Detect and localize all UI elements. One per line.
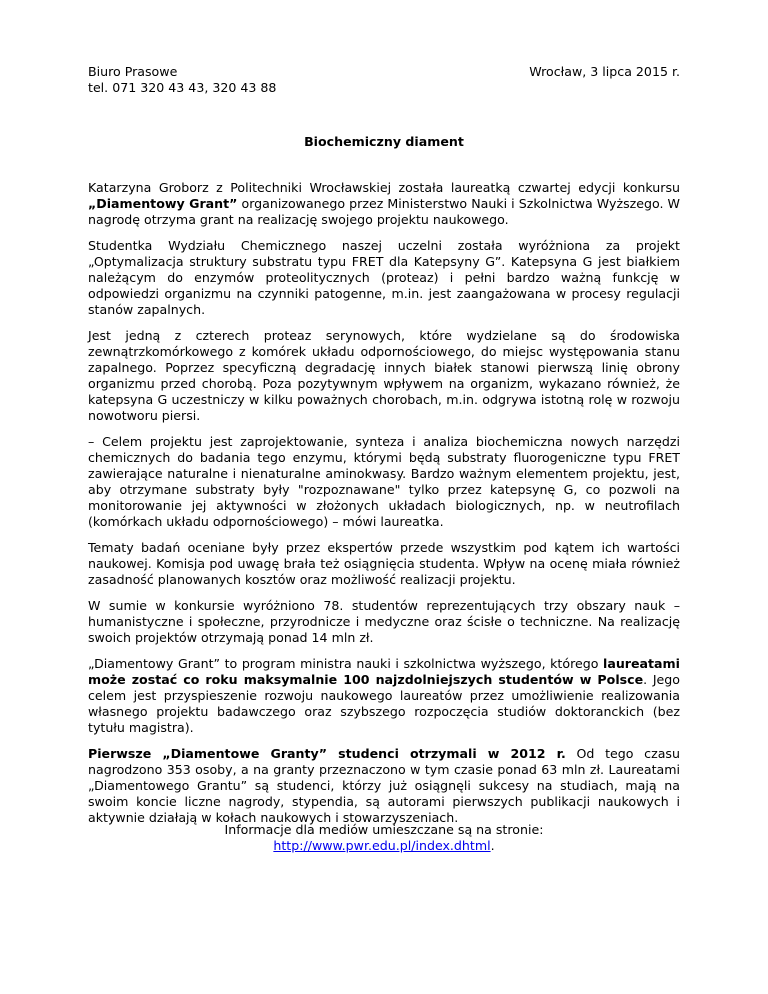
- paragraph-3: Jest jedną z czterech proteaz serynowych, które wydzielane są do środowiska zewnątrzkomórkowego z komórek układu odpornościowego, do miejsc występowania stanu zapalnego. Poprzez specyficzną degradację innych białek stanowi pierwszą linię obrony organizmu przed chorobą. Poza pozytywnym wpływem na organizm, wykazano również, że katepsyna G uczestniczy w kilku poważnych chorobach, m.in. odgrywa istotną rolę w rozwoju nowotworu piersi.: [88, 328, 680, 423]
- phone-numbers: tel. 071 320 43 43, 320 43 88: [88, 80, 277, 95]
- footer-link-line: [88, 838, 680, 854]
- footer-text: Informacje dla mediów umieszczane są na stronie:: [224, 822, 544, 837]
- paragraph-5: Tematy badań oceniane były przez ekspertów przede wszystkim pod kątem ich wartości naukowej. Komisja pod uwagę brała też osiągnięcia studenta. Wpływ na ocenę miała również zasadność planowanych kosztów oraz możliwość realizacji projektu.: [88, 540, 680, 587]
- p1-text-c: organizowanego przez Ministerstwo Nauki i Szkolnictwa Wyższego. W nagrodę otrzyma grant na realizację swojego projektu naukowego.: [88, 196, 680, 227]
- paragraph-6: W sumie w konkursie wyróżniono 78. studentów reprezentujących trzy obszary nauk – humanistyczne i społeczne, przyrodnicze i medyczne oraz ścisłe o techniczne. Na realizację swoich projektów otrzymają ponad 14 mln zł.: [88, 598, 680, 645]
- place-date: Wrocław, 3 lipca 2015 r.: [529, 64, 680, 79]
- website-link[interactable]: http://www.pwr.edu.pl/index.dhtml: [273, 838, 491, 853]
- paragraph-7: [88, 656, 680, 736]
- p7-bold: laureatami może zostać co roku maksymalnie 100 najzdolniejszych studentów w Polsce: [88, 656, 680, 687]
- footer-period: .: [490, 838, 495, 853]
- document-title: Biochemiczny diament: [304, 134, 464, 149]
- paragraph-4: – Celem projektu jest zaprojektowanie, synteza i analiza biochemiczna nowych narzędzi chemicznych do badania tego enzymu, którymi będą substraty fluorogeniczne typu FRET zawierające naturalne i nienaturalne aminokwasy. Bardzo ważnym elementem projektu, jest, aby otrzymane substraty były "rozpoznawane" tylko przez katepsynę G, co pozwoli na monitorowanie jej aktywności w złożonych układach biologicznych, np. w neutrofilach (komórkach układu odpornościowego) – mówi laureatka.: [88, 434, 680, 529]
- p8-bold: Pierwsze „Diamentowe Granty” studenci otrzymali w 2012 r.: [88, 746, 566, 761]
- p8-text-c: Od tego czasu nagrodzono 353 osoby, a na granty przeznaczono w tym czasie ponad 63 mln zł. Laureatami „Diamentowego Grantu” są studenci, którzy już osiągnęli sukcesy na studiach, mają na swoim koncie liczne nagrody, stypendia, są autorami pierwszych publikacji naukowych i aktywnie działają w kołach naukowych i stowarzyszeniach.: [88, 746, 680, 825]
- paragraph-8: [88, 746, 680, 826]
- header-contact: [88, 64, 276, 96]
- footer-info: [88, 822, 680, 854]
- press-office-label: Biuro Prasowe: [88, 64, 178, 79]
- p7-text-a: „Diamentowy Grant” to program ministra nauki i szkolnictwa wyższego, którego: [88, 656, 603, 671]
- article-body: [88, 180, 680, 836]
- p1-text-a: Katarzyna Groborz z Politechniki Wrocławskiej została laureatką czwartej edycji konkursu: [88, 180, 680, 195]
- p1-bold: „Diamentowy Grant”: [88, 196, 238, 211]
- p7-text-c: . Jego celem jest przyspieszenie rozwoju naukowego laureatów przez umożliwienie realizowania własnego projektu badawczego oraz szybszego rozpoczęcia studiów doktoranckich (bez tytułu magistra).: [88, 672, 680, 735]
- paragraph-1: [88, 180, 680, 228]
- paragraph-2: Studentka Wydziału Chemicznego naszej uczelni została wyróżniona za projekt „Optymalizacja struktury substratu typu FRET dla Katepsyny G”. Katepsyna G jest białkiem należącym do enzymów proteolitycznych (proteaz) i pełni bardzo ważną funkcję w odpowiedzi organizmu na czynniki patogenne, m.in. jest zaangażowana w procesy regulacji stanów zapalnych.: [88, 238, 680, 317]
